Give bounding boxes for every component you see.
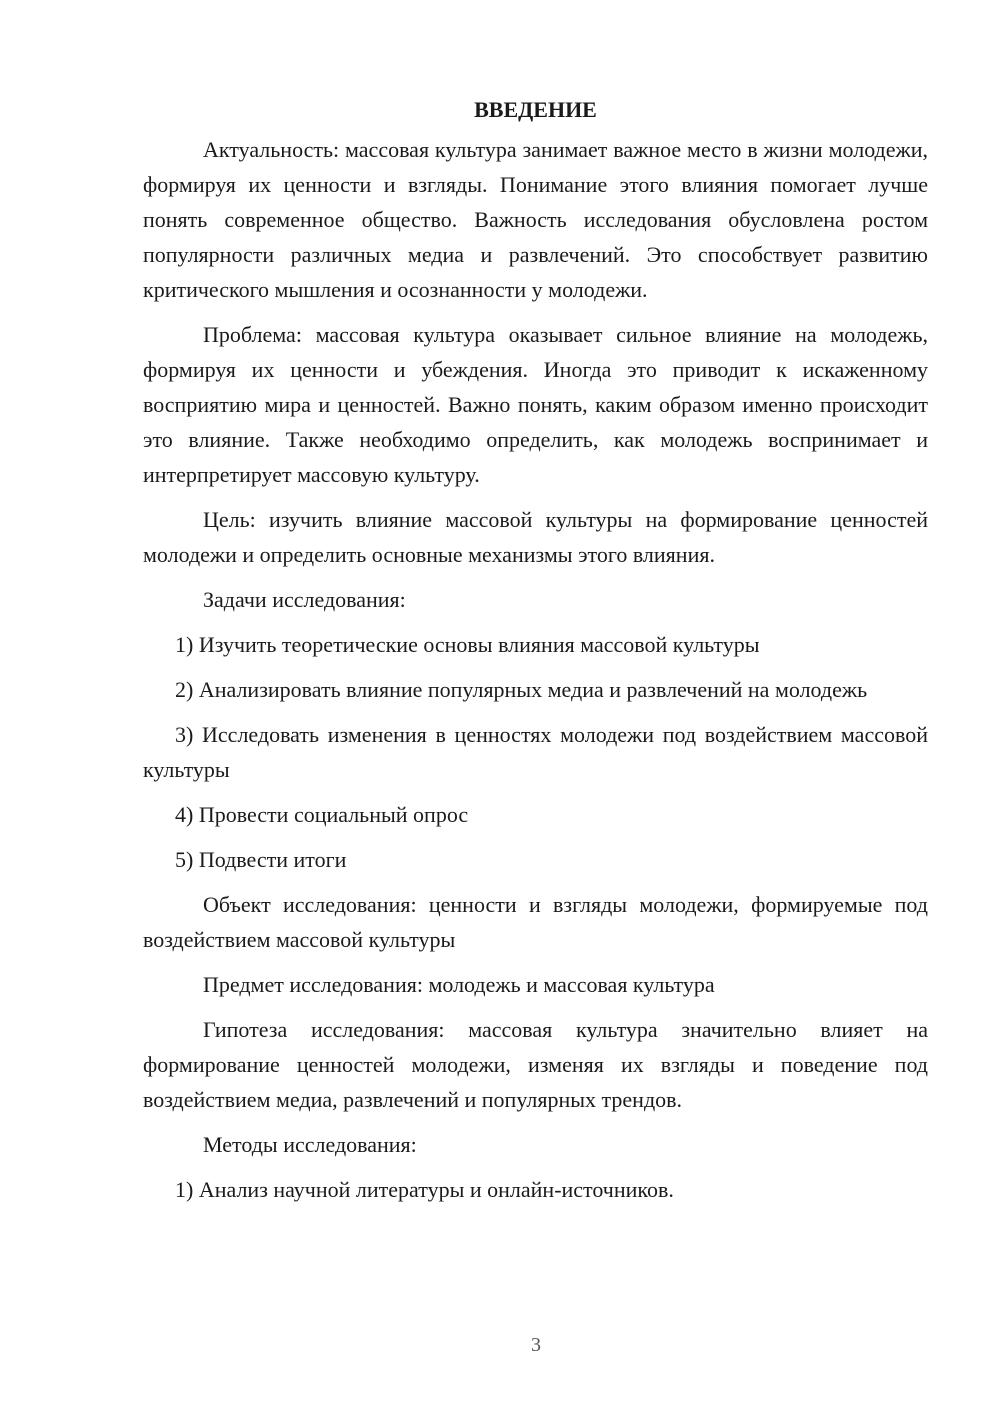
task-item-4: 4) Провести социальный опрос: [175, 802, 469, 827]
object-paragraph: Объект исследования: ценности и взгляды молодежи, формируемые под воздействием массовой культуры: [143, 892, 928, 952]
goal-paragraph: Цель: изучить влияние массовой культуры на формирование ценностей молодежи и определить основные механизмы этого влияния.: [143, 507, 928, 567]
problem-paragraph: Проблема: массовая культура оказывает сильное влияние на молодежь, формируя их ценности и убеждения. Иногда это приводит к искаженному восприятию мира и ценностей. Важно понять, каким образом именно происходит это влияние. Также необходимо определить, как молодежь воспринимает и интерпретирует массовую культуру.: [143, 322, 928, 487]
section-title: ВВЕДЕНИЕ: [474, 97, 597, 122]
subject-paragraph: Предмет исследования: молодежь и массовая культура: [203, 972, 715, 997]
hypothesis-paragraph: Гипотеза исследования: массовая культура значительно влияет на формирование ценностей молодежи, изменяя их взгляды и поведение под воздействием медиа, развлечений и популярных трендов.: [143, 1017, 928, 1112]
task-item-2: 2) Анализировать влияние популярных медиа и развлечений на молодежь: [175, 677, 868, 702]
relevance-paragraph: Актуальность: массовая культура занимает важное место в жизни молодежи, формируя их ценности и взгляды. Понимание этого влияния помогает лучше понять современное общество. Важность исследования обусловлена ростом популярности различных медиа и развлечений. Это способствует развитию критического мышления и осознанности у молодежи.: [143, 137, 928, 302]
task-item-3: 3) Исследовать изменения в ценностях молодежи под воздействием массовой культуры: [143, 722, 928, 782]
task-item-1: 1) Изучить теоретические основы влияния массовой культуры: [175, 632, 760, 657]
method-item-1: 1) Анализ научной литературы и онлайн-источников.: [175, 1177, 674, 1202]
page-number: 3: [531, 1334, 541, 1356]
tasks-heading: Задачи исследования:: [203, 587, 406, 612]
document-page: [143, 92, 928, 1217]
methods-heading: Методы исследования:: [203, 1132, 417, 1157]
task-item-5: 5) Подвести итоги: [175, 847, 347, 872]
